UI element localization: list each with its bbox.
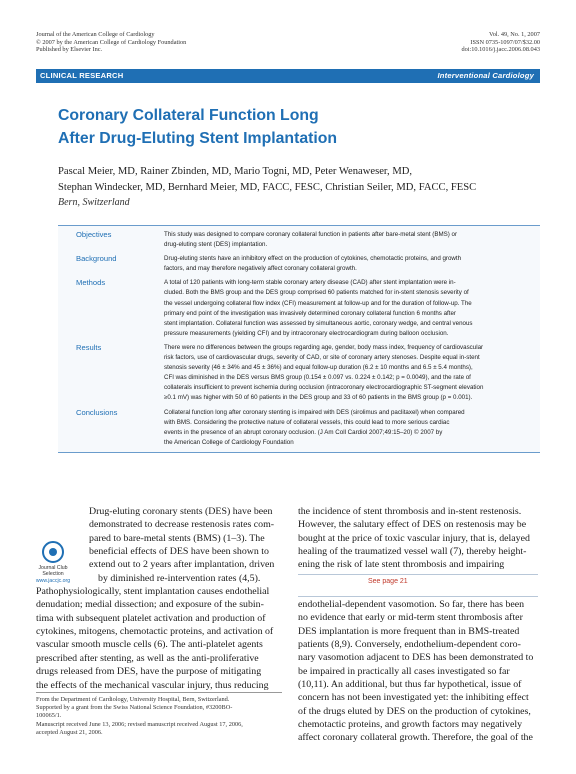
abstract-line: stenosis severity (46 ± 34% and 45 ± 36%) and equal follow-up duration (6.2 ± 10 months and 6.5 ± 5.4 months),: [164, 364, 473, 372]
abstract-line: CFI was diminished in the DES versus BMS group (0.154 ± 0.097 vs. 0.224 ± 0.142; p = 0.0049), and the rate of: [164, 374, 471, 382]
section-label: CLINICAL RESEARCH: [40, 71, 124, 80]
body-line: the effects of the mechanical vascular injury, thus reducing: [36, 679, 269, 691]
abstract-line: the vessel undergoing collateral flow index (CFI) measurement at follow-up and for the duration of follow-up. The: [164, 299, 472, 307]
badge-url[interactable]: www.jaccjc.org: [35, 577, 71, 584]
body-left-indented: [89, 505, 285, 572]
body-line: bought at the price of toxic vascular injury, that is, delayed: [298, 532, 530, 544]
body-line: extend out to 2 years after implantation, driven: [89, 559, 275, 571]
abstract-line: drug-eluting stent (DES) implantation.: [164, 241, 268, 249]
journal-header: [36, 31, 186, 54]
footnote-line: accepted August 21, 2006.: [36, 728, 103, 736]
body-line: vascular smooth muscle cells (6). The anti-platelet agents: [36, 639, 263, 651]
copyright: © 2007 by the American College of Cardiology Foundation: [36, 38, 187, 46]
body-line: demonstrated to decrease restenosis rates com-: [89, 519, 275, 531]
abstract-line: cluded. Both the BMS group and the DES group comprised 60 patients matched for in-stent stenosis severity of: [164, 289, 469, 297]
body-line: pared to bare-metal stents (BMS) (1–3). The: [89, 532, 265, 544]
abstract-line: This study was designed to compare coronary collateral function in patients after bare-metal stent (BMS) or: [164, 231, 458, 238]
abstract-label: Methods: [76, 278, 106, 288]
abstract-objectives: [58, 226, 540, 250]
body-line: beneficial effects of DES have been shown to: [89, 546, 269, 558]
abstract-line: factors, and may therefore negatively affect coronary collateral growth.: [164, 265, 357, 273]
affiliation-location: Bern, Switzerland: [58, 197, 130, 208]
body-line: Drug-eluting coronary stents (DES) have been: [89, 506, 273, 517]
abstract-line: Drug-eluting stents have an inhibitory effect on the production of cytokines, chemotactic proteins, and growth: [164, 255, 462, 263]
body-left-indented-2: [98, 572, 285, 585]
badge-line: Journal Club: [38, 565, 68, 571]
abstract-line: stent implantation. Collateral function was assessed by simultaneous aortic, coronary wedge, and central venous: [164, 319, 473, 327]
body-line: of the drugs eluted by DES on the production of cytokines,: [298, 705, 531, 717]
volume: Vol. 49, No. 1, 2007: [489, 31, 540, 38]
subsection-label: Interventional Cardiology: [437, 71, 534, 80]
footnote-line: From the Department of Cardiology, University Hospital, Bern, Switzerland.: [36, 696, 230, 703]
abstract-background: [58, 250, 540, 274]
body-line: concern has not been investigated yet: the inhibiting effect: [298, 692, 529, 704]
body-line: tima with subsequent platelet activation and production of: [36, 612, 266, 624]
footnote-line: Manuscript received June 13, 2006; revised manuscript received August 17, 2006,: [36, 720, 243, 728]
abstract-label: Conclusions: [76, 407, 118, 417]
abstract-text: [164, 343, 540, 404]
abstract-line: collaterals insufficient to prevent ischemia during occlusion (intracoronary electrocardiographic ST-segment elevation: [164, 384, 484, 392]
abstract-text: [164, 278, 540, 339]
body-line: nary vasomotion adjacent to DES has been demonstrated to: [298, 652, 534, 664]
abstract-text: [164, 230, 540, 250]
publisher: Published by Elsevier Inc.: [36, 46, 103, 54]
section-banner: [36, 69, 540, 83]
article-title: [58, 104, 337, 150]
abstract-line: A total of 120 patients with long-term stable coronary artery disease (CAD) after stent implantation were in-: [164, 279, 456, 287]
editorial-divider: [298, 574, 538, 575]
body-line: cytokines, mitogens, chemotactic proteins, and activation of: [36, 626, 274, 638]
abstract-conclusions: [58, 404, 540, 452]
footnote: [36, 692, 282, 737]
abstract-line: primary end point of the investigation was invasively determined coronary collateral function 6 months after: [164, 309, 456, 317]
body-line: healing of the traumatized vessel wall (7), thereby height-: [298, 546, 527, 558]
journal-club-badge[interactable]: [30, 541, 76, 584]
body-line: prescribed after stenting, as well as the anti-proliferative: [36, 652, 259, 664]
doi[interactable]: doi:10.1016/j.jacc.2006.08.043: [461, 46, 540, 54]
body-line: patients (8,9). Conversely, endothelium-dependent coro-: [298, 639, 521, 651]
abstract-label: Background: [76, 254, 117, 264]
see-page-link[interactable]: See page 21: [368, 578, 408, 585]
footnote-line: 100065/1.: [36, 712, 62, 720]
editorial-divider: [298, 596, 538, 597]
abstract-text: [164, 254, 540, 274]
body-line: endothelial-dependent vasomotion. So far, there has been: [298, 599, 525, 610]
footnote-line: Supported by a grant from the Swiss National Science Foundation, #3200BO-: [36, 704, 233, 712]
journal-name: Journal of the American College of Cardiology: [36, 31, 155, 38]
body-line: the incidence of stent thrombosis and in-stent restenosis.: [298, 506, 522, 517]
body-right-bottom: [298, 598, 540, 745]
abstract-line: the American College of Cardiology Foundation: [164, 438, 294, 446]
abstract-line: events in the presence of an abrupt coronary occlusion. (J Am Coll Cardiol 2007;49:15–20) © 2007 by: [164, 428, 443, 436]
body-line: drugs released from DES, have the purpose of mitigating: [36, 666, 262, 678]
title-line: After Drug-Eluting Stent Implantation: [58, 130, 338, 147]
body-left-full: [36, 585, 285, 692]
body-line: by diminished re-intervention rates (4,5).: [98, 572, 261, 584]
body-right-top: [298, 505, 540, 572]
abstract-line: pressure measurements (yielding CFI) and by intracoronary electrocardiogram during balloon occlusion.: [164, 329, 449, 337]
body-line: denudation; medial dissection; and exposure of the subin-: [36, 599, 264, 611]
abstract-results: [58, 339, 540, 404]
body-line: affect coronary collateral growth. Therefore, the goal of the: [298, 732, 533, 744]
abstract-line: with BMS. Considering the protective nature of collateral vessels, this could lead to more serious cardiac: [164, 418, 450, 426]
author-list: [58, 164, 476, 195]
author-line: Stephan Windecker, MD, Bernhard Meier, MD, FACC, FESC, Christian Seiler, MD, FACC, FESC: [58, 181, 477, 193]
issue-info: [461, 31, 540, 54]
author-line: Pascal Meier, MD, Rainer Zbinden, MD, Mario Togni, MD, Peter Wenaweser, MD,: [58, 166, 413, 177]
badge-line: Selection: [42, 571, 64, 578]
body-line: be impaired in practically all cases investigated so far: [298, 665, 510, 677]
abstract-line: There were no differences between the groups regarding age, gender, body mass index, frequency of cardiovascular: [164, 343, 484, 351]
abstract-line: ≥0.1 mV) was higher with 50 of 60 patients in the DES group and 33 of 60 patients in the BMS group (p = 0.001).: [164, 394, 473, 402]
body-line: ening the risk of late stent thrombosis and impairing: [298, 559, 505, 571]
abstract-label: Results: [76, 342, 102, 352]
body-line: (10,11). An additional, but thus far hypothetical, issue of: [298, 679, 522, 691]
body-line: DES implantation is more frequent than in BMS-treated: [298, 625, 520, 637]
abstract-methods: [58, 274, 540, 339]
structured-abstract: [58, 225, 540, 453]
abstract-line: risk factors, use of cardiovascular drugs, severity of CAD, or site of coronary artery stenoses. Despite equal in-stent: [164, 354, 480, 362]
title-line: Coronary Collateral Function Long: [58, 107, 319, 124]
body-line: no evidence that early or mid-term stent thrombosis after: [298, 612, 523, 624]
journal-club-logo-icon: [42, 541, 64, 563]
abstract-text: [164, 408, 540, 448]
body-line: However, the salutary effect of DES on restenosis may be: [298, 519, 527, 531]
body-line: chemotactic proteins, and growth factors may negatively: [298, 719, 523, 731]
abstract-label: Objectives: [76, 230, 112, 239]
body-line: Pathophysiologically, stent implantation causes endothelial: [36, 586, 270, 598]
issn: ISSN 0735-1097/07/$32.00: [470, 38, 540, 46]
abstract-line: Collateral function long after coronary stenting is impaired with DES (sirolimus and paclitaxel) when compared: [164, 408, 465, 416]
